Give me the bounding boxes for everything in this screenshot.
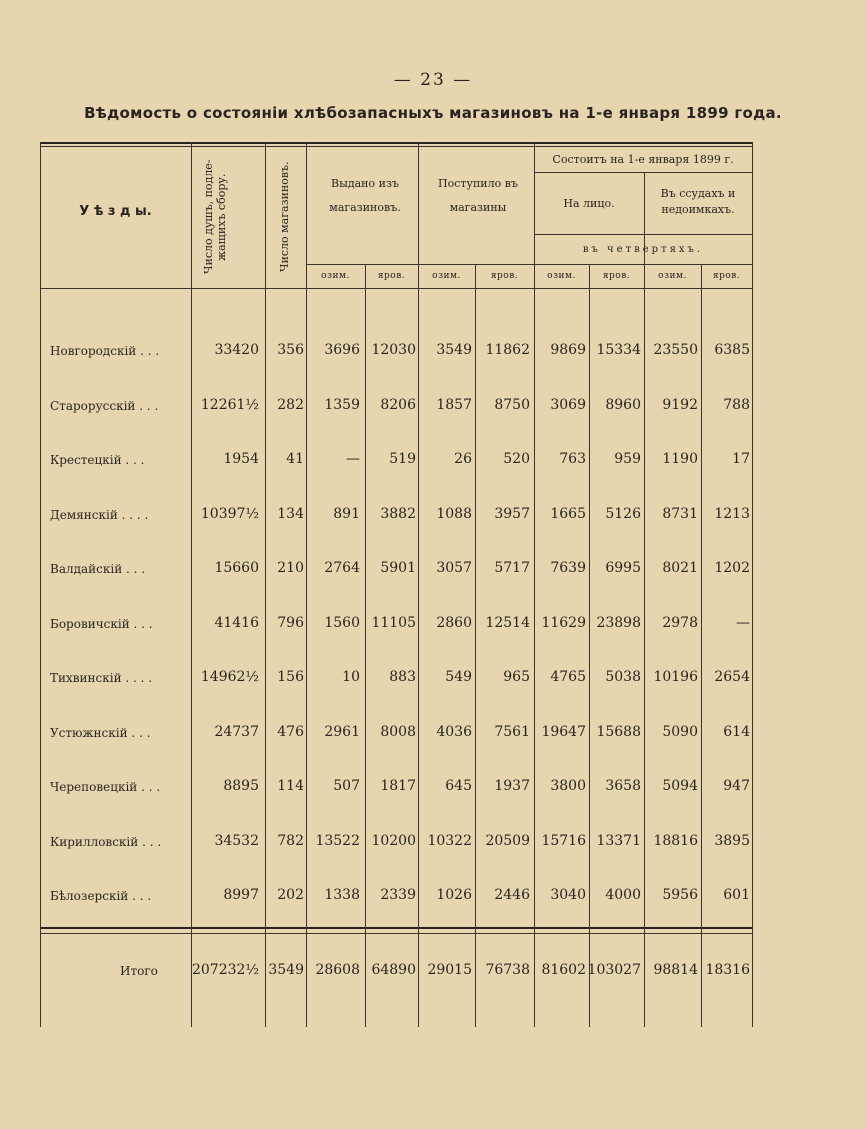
storage-table — [40, 142, 752, 1027]
cell-hand-w: 19647 — [541, 723, 586, 740]
cell-stores: 114 — [277, 778, 304, 794]
page-number: — 23 — — [393, 70, 473, 90]
cell-hand-s: 959 — [614, 451, 641, 467]
cell-iss-s: 1817 — [380, 778, 416, 794]
district-name: Крестецкій . . . — [50, 453, 145, 467]
cell-iss-w: 3696 — [324, 342, 360, 358]
cell-iss-w: 13522 — [315, 832, 360, 849]
cell-hand-s: 6995 — [605, 560, 641, 576]
cell-hand-s: 3658 — [605, 778, 641, 794]
cell-hand-w: 15716 — [541, 832, 586, 849]
cell-rec-s: 7561 — [494, 723, 530, 740]
district-name: Валдайскій . . . — [50, 562, 146, 576]
cell-loan-s: 1202 — [714, 560, 750, 576]
cell-rec-w: 26 — [454, 451, 472, 467]
cell-hand-w: 9869 — [550, 342, 586, 358]
header-received: Поступило въ магазины — [438, 177, 518, 214]
cell-rec-s: 965 — [503, 669, 530, 685]
cell-souls: 14962½ — [200, 669, 259, 685]
cell-hand-w: 3069 — [550, 396, 586, 413]
cell-souls: 33420 — [214, 342, 259, 358]
district-name: Кирилловскій . . . — [50, 834, 162, 849]
cell-hand-s: 23898 — [596, 614, 641, 631]
cell-iss-s: 519 — [389, 451, 416, 467]
cell-stores: 282 — [277, 396, 304, 413]
cell-hand-s: 5038 — [605, 669, 641, 685]
cell-iss-s: 11105 — [371, 614, 416, 631]
cell-souls: 41416 — [214, 614, 259, 631]
cell-hand-s: 4000 — [605, 887, 641, 903]
cell-loan-w: 98814 — [653, 962, 698, 978]
cell-loan-w: 10196 — [653, 669, 698, 685]
subheader-winter: озим. — [321, 271, 350, 281]
cell-iss-s: 12030 — [371, 342, 416, 358]
cell-rec-s: 2446 — [494, 887, 530, 903]
subheader-spring: яров. — [602, 271, 631, 281]
district-name: Демянскій . . . . — [50, 507, 149, 522]
cell-iss-s: 8008 — [380, 723, 416, 740]
cell-iss-s: 64890 — [371, 962, 416, 978]
cell-iss-s: 2339 — [380, 887, 416, 903]
cell-iss-w: 2764 — [324, 560, 360, 576]
cell-loan-s: 947 — [723, 778, 750, 794]
cell-rec-s: 520 — [503, 451, 530, 467]
cell-iss-s: 5901 — [380, 560, 416, 576]
cell-rec-s: 12514 — [485, 614, 530, 631]
cell-hand-s: 8960 — [605, 396, 641, 413]
header-issued: Выдано изъ магазиновъ. — [329, 177, 401, 214]
cell-iss-s: 3882 — [380, 505, 416, 522]
header-district: У ѣ з д ы. — [79, 204, 152, 219]
cell-iss-s: 883 — [389, 669, 416, 685]
cell-stores: 210 — [277, 560, 304, 576]
cell-stores: 476 — [277, 723, 304, 740]
cell-iss-w: 507 — [333, 778, 360, 794]
cell-hand-w: 4765 — [550, 669, 586, 685]
subheader-spring: яров. — [712, 271, 741, 281]
cell-stores: 41 — [286, 451, 304, 467]
cell-loan-w: 5094 — [662, 778, 698, 794]
district-name: Новгородскій . . . — [50, 344, 160, 358]
cell-iss-w: 10 — [342, 669, 360, 685]
header-quarters: въ четвертяхъ. — [582, 244, 704, 255]
page-title: Вѣдомость о состояніи хлѣбозапасныхъ магазиновъ на 1-е января 1899 года. — [84, 104, 782, 122]
cell-loan-s: 788 — [723, 396, 750, 413]
cell-souls: 1954 — [223, 451, 259, 467]
cell-iss-w: 28608 — [315, 962, 360, 978]
cell-loan-w: 8731 — [662, 505, 698, 522]
cell-stores: 156 — [277, 669, 304, 685]
header-stores: Число магазиновъ. — [278, 161, 291, 273]
header-status: Состоитъ на 1-е января 1899 г. — [552, 153, 734, 166]
cell-loan-w: 5090 — [662, 723, 698, 740]
cell-rec-w: 3057 — [436, 560, 472, 576]
cell-souls: 12261½ — [200, 396, 259, 413]
cell-loan-w: 8021 — [662, 560, 698, 576]
cell-hand-s: 5126 — [605, 505, 641, 522]
cell-hand-s: 15334 — [596, 342, 641, 358]
cell-rec-w: 1026 — [436, 887, 472, 903]
cell-rec-w: 29015 — [427, 962, 472, 978]
cell-hand-w: 81602 — [541, 962, 586, 978]
cell-hand-w: 7639 — [550, 560, 586, 576]
cell-loan-w: 18816 — [653, 832, 698, 849]
cell-iss-w: 891 — [333, 505, 360, 522]
cell-rec-s: 20509 — [485, 832, 530, 849]
cell-iss-s: 10200 — [371, 832, 416, 849]
district-name: Бѣлозерскій . . . — [50, 889, 152, 903]
cell-iss-w: 1338 — [324, 887, 360, 903]
cell-souls: 8895 — [223, 778, 259, 794]
cell-hand-s: 13371 — [596, 832, 641, 849]
cell-loan-s: 2654 — [714, 669, 750, 685]
cell-souls: 34532 — [214, 832, 259, 849]
cell-hand-w: 763 — [559, 451, 586, 467]
cell-souls: 8997 — [223, 887, 259, 903]
district-name: Устюжнскій . . . — [50, 725, 151, 740]
cell-rec-s: 11862 — [485, 342, 530, 358]
cell-hand-w: 3040 — [550, 887, 586, 903]
cell-loan-s: 17 — [732, 451, 750, 467]
cell-rec-s: 3957 — [494, 505, 530, 522]
header-on-hand: На лицо. — [563, 197, 615, 210]
cell-loan-s: 18316 — [705, 962, 750, 978]
cell-rec-w: 1088 — [436, 505, 472, 522]
district-name: Череповецкій . . . — [50, 780, 161, 794]
cell-souls: 24737 — [214, 723, 259, 740]
district-name: Тихвинскій . . . . — [50, 671, 153, 685]
cell-loan-w: 5956 — [662, 887, 698, 903]
cell-souls: 10397½ — [200, 505, 259, 522]
header-souls: Число душъ, подле- жащихъ сбору. — [202, 159, 228, 275]
cell-iss-w: 1560 — [324, 614, 360, 631]
cell-iss-s: 8206 — [380, 396, 416, 413]
cell-loan-w: 2978 — [662, 614, 698, 631]
cell-iss-w: 2961 — [324, 723, 360, 740]
cell-loan-w: 9192 — [662, 396, 698, 413]
total-label: Итого — [120, 964, 158, 978]
cell-hand-w: 1665 — [550, 505, 586, 522]
cell-stores: 3549 — [268, 962, 304, 978]
cell-stores: 202 — [277, 887, 304, 903]
subheader-spring: яров. — [490, 271, 519, 281]
cell-loan-w: 1190 — [662, 451, 698, 467]
cell-hand-w: 3800 — [550, 778, 586, 794]
subheader-winter: озим. — [658, 271, 687, 281]
cell-loan-s: 614 — [723, 723, 750, 740]
cell-loan-w: 23550 — [653, 342, 698, 358]
cell-stores: 782 — [277, 832, 304, 849]
cell-rec-s: 76738 — [485, 962, 530, 978]
subheader-spring: яров. — [377, 271, 406, 281]
cell-hand-w: 11629 — [541, 614, 586, 631]
cell-souls: 15660 — [214, 560, 259, 576]
subheader-winter: озим. — [547, 271, 576, 281]
cell-loan-s: 601 — [723, 887, 750, 903]
district-name: Боровичскій . . . — [50, 616, 153, 631]
cell-rec-s: 5717 — [494, 560, 530, 576]
cell-loan-s: — — [736, 614, 750, 631]
subheader-winter: озим. — [432, 271, 461, 281]
cell-rec-w: 2860 — [436, 614, 472, 631]
cell-stores: 134 — [277, 505, 304, 522]
cell-hand-s: 103027 — [587, 962, 641, 978]
cell-rec-w: 1857 — [436, 396, 472, 413]
cell-rec-w: 549 — [445, 669, 472, 685]
cell-rec-s: 8750 — [494, 396, 530, 413]
cell-stores: 796 — [277, 614, 304, 631]
cell-rec-w: 10322 — [427, 832, 472, 849]
cell-loan-s: 3895 — [714, 832, 750, 849]
cell-iss-w: 1359 — [324, 396, 360, 413]
cell-stores: 356 — [277, 342, 304, 358]
cell-rec-w: 4036 — [436, 723, 472, 740]
cell-loan-s: 6385 — [714, 342, 750, 358]
cell-rec-w: 645 — [445, 778, 472, 794]
cell-hand-s: 15688 — [596, 723, 641, 740]
header-in-loans: Въ ссудахъ и недоимкахъ. — [660, 187, 736, 216]
cell-iss-w: — — [346, 451, 360, 467]
cell-rec-s: 1937 — [494, 778, 530, 794]
district-name: Старорусскій . . . — [50, 398, 159, 413]
cell-loan-s: 1213 — [714, 505, 750, 522]
cell-rec-w: 3549 — [436, 342, 472, 358]
cell-souls: 207232½ — [191, 962, 259, 978]
